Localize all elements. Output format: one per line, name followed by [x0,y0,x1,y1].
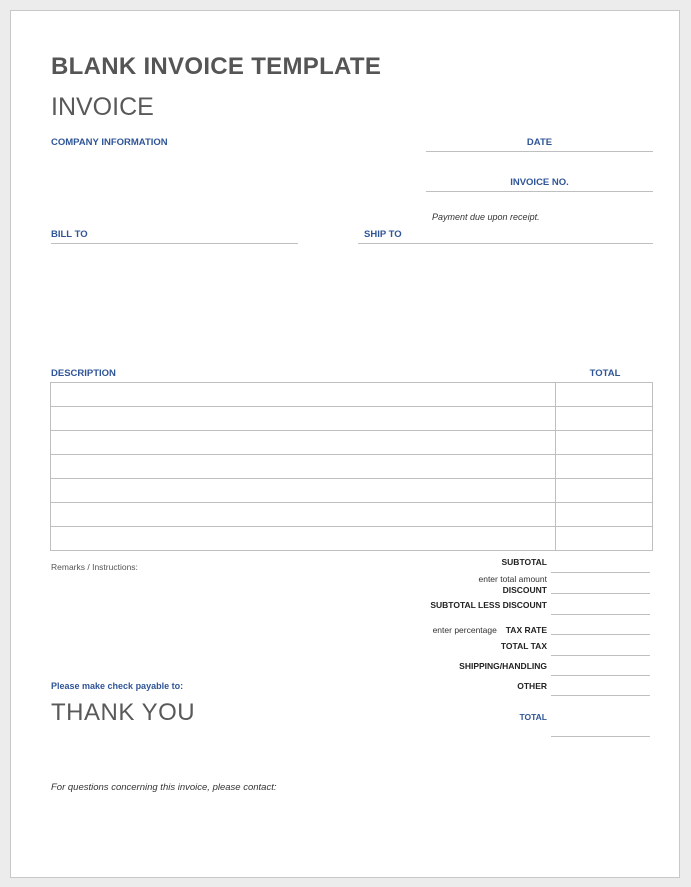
description-cell[interactable] [51,431,556,455]
total-cell[interactable] [556,527,653,551]
ship-to-line[interactable] [358,243,653,244]
subtotal-label: SUBTOTAL [501,557,547,567]
table-row [51,479,653,503]
invoice-heading: INVOICE [51,93,154,121]
invoice-page [10,10,680,878]
table-row [51,455,653,479]
bill-to-label: BILL TO [51,229,88,240]
description-cell[interactable] [51,455,556,479]
table-row [51,431,653,455]
description-cell[interactable] [51,383,556,407]
total-tax-field-line[interactable] [551,655,650,656]
description-cell[interactable] [51,407,556,431]
contact-note: For questions concerning this invoice, please contact: [51,782,277,793]
grand-total-label: TOTAL [519,712,547,722]
thank-you-text: THANK YOU [51,699,196,726]
description-cell[interactable] [51,527,556,551]
subtotal-less-discount-label: SUBTOTAL LESS DISCOUNT [430,600,547,610]
description-cell[interactable] [51,503,556,527]
shipping-handling-label: SHIPPING/HANDLING [459,661,547,671]
tax-rate-label: TAX RATE [505,625,547,635]
shipping-handling-field-line[interactable] [551,675,650,676]
invoice-number-label: INVOICE NO. [510,177,569,188]
payable-note: Please make check payable to: [51,681,184,691]
bill-to-line[interactable] [51,243,298,244]
discount-label: DISCOUNT [502,585,547,595]
discount-hint: enter total amount [478,574,547,584]
total-cell[interactable] [556,407,653,431]
invoice-number-field-line[interactable] [426,191,653,192]
other-label: OTHER [517,681,547,691]
remarks-label: Remarks / Instructions: [51,562,138,572]
table-row [51,527,653,551]
description-column-header: DESCRIPTION [51,368,116,379]
total-tax-label: TOTAL TAX [500,641,547,651]
total-cell[interactable] [556,479,653,503]
total-column-header: TOTAL [589,368,621,379]
table-row [51,383,653,407]
total-cell[interactable] [556,503,653,527]
date-label: DATE [526,137,553,148]
company-information-label: COMPANY INFORMATION [51,137,168,148]
tax-rate-row [347,620,547,638]
discount-field-line[interactable] [551,593,650,594]
grand-total-field-line[interactable] [551,736,650,737]
payment-note: Payment due upon receipt. [432,212,540,222]
description-cell[interactable] [51,479,556,503]
table-row [51,503,653,527]
subtotal-field-line[interactable] [551,572,650,573]
tax-rate-field-line[interactable] [551,634,650,635]
date-field-line[interactable] [426,151,653,152]
table-row [51,407,653,431]
total-cell[interactable] [556,383,653,407]
total-cell[interactable] [556,455,653,479]
ship-to-label: SHIP TO [364,229,402,240]
line-items-table [50,382,653,551]
other-field-line[interactable] [551,695,650,696]
subtotal-less-discount-field-line[interactable] [551,614,650,615]
total-cell[interactable] [556,431,653,455]
document-title: BLANK INVOICE TEMPLATE [51,53,382,80]
tax-rate-hint: enter percentage [432,625,497,635]
